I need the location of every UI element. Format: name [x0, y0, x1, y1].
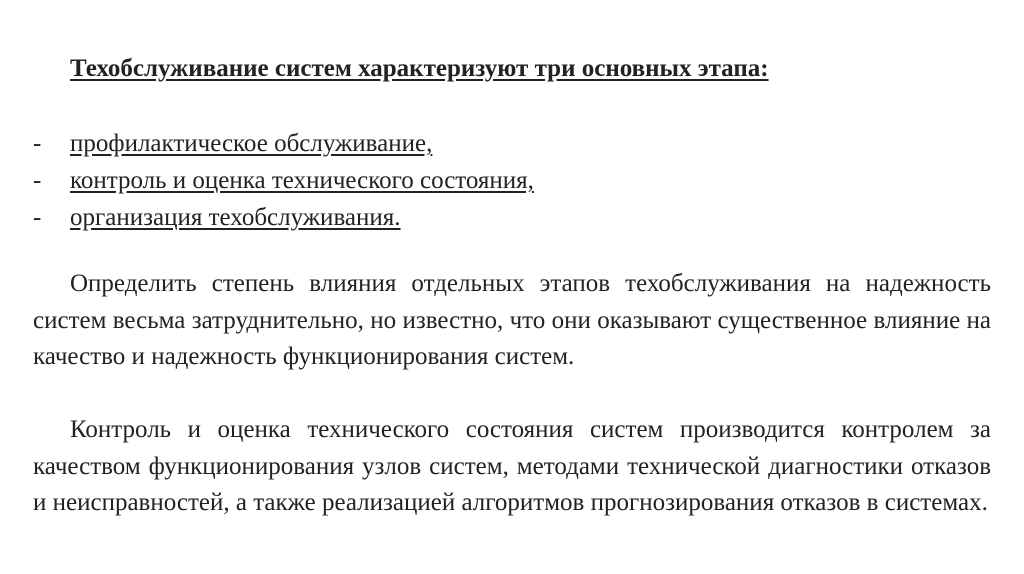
list-dash: - [33, 130, 42, 157]
paragraph-control: Контроль и оценка технического состояния систем производится контролем за качеством функционирования узлов систем, методами технической диагностики отказов и неисправностей, а также реализацией алгоритмов прогнозирования отказов в системах. [33, 416, 991, 516]
stage-text: профилактическое обслуживание, [70, 130, 433, 157]
paragraph-influence: Определить степень влияния отдельных этапов техобслуживания на надежность систем весьма затруднительно, но известно, что они оказывают существенное влияние на качество и надежность функционирования систем. [33, 270, 991, 370]
list-dash: - [33, 204, 42, 231]
stage-item-organization [33, 199, 534, 236]
slide-heading: Техобслуживание систем характеризуют три основных этапа: [70, 55, 769, 82]
stage-item-preventive [33, 125, 534, 162]
stage-item-control [33, 162, 534, 199]
stage-text: организация техобслуживания. [70, 204, 401, 231]
stage-text: контроль и оценка технического состояния, [70, 167, 534, 194]
list-dash: - [33, 167, 42, 194]
maintenance-stages-list [33, 125, 534, 236]
